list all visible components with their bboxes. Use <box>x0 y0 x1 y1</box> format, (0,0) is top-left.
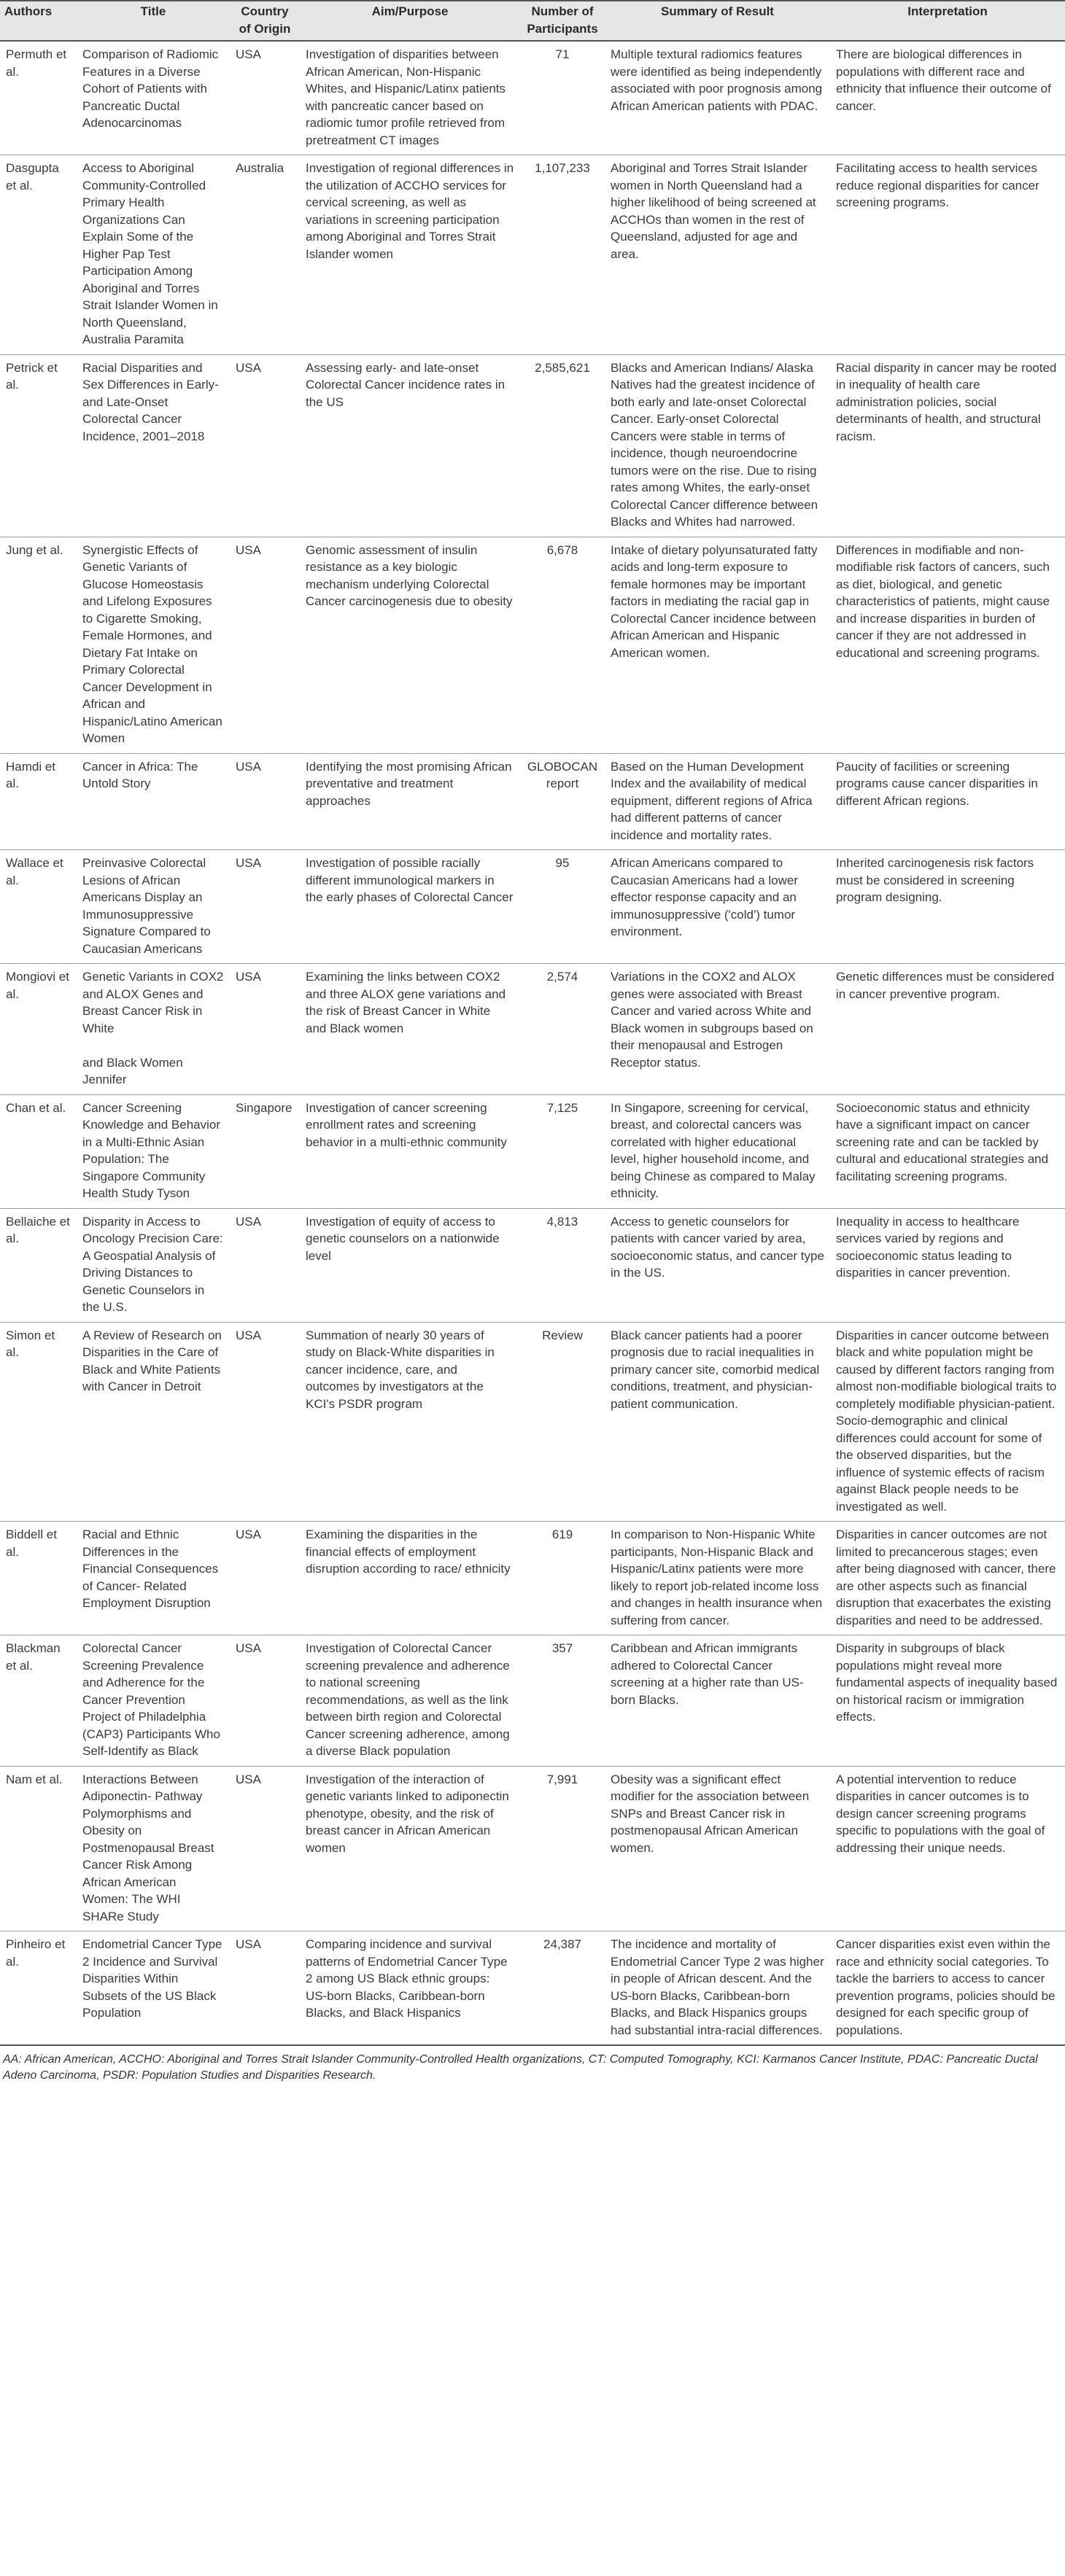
cell-interpretation: Inherited carcinogenesis risk factors must be considered in screening program designing. <box>830 850 1065 964</box>
cell-title: Preinvasive Colorectal Lesions of African Americans Display an Immunosuppressive Signature Compared to Caucasian Americans <box>77 850 230 964</box>
header-aim: Aim/Purpose <box>300 1 520 41</box>
cell-title: Racial and Ethnic Differences in the Financial Consequences of Cancer- Related Employment Disruption <box>77 1522 230 1635</box>
cell-title: Comparison of Radiomic Features in a Diverse Cohort of Patients with Pancreatic Ductal Adenocarcinomas <box>77 41 230 155</box>
cell-interpretation: Disparities in cancer outcome between black and white population might be caused by different factors ranging from almost non-modifiable biological traits to completely modifiable physician-patient. Socio-demographic and clinical differences could account for some of the observed disparities, but the influence of systemic effects of racism against Black people needs to be investigated as well. <box>830 1322 1065 1522</box>
cell-country: USA <box>230 1931 300 2046</box>
table-row <box>0 354 1065 537</box>
cell-participants: 7,125 <box>520 1094 605 1208</box>
cell-interpretation: Disparities in cancer outcomes are not limited to precancerous stages; even after being diagnosed with cancer, there are other aspects such as financial disruption that exacerbates the existing disparities and need to be addressed. <box>830 1522 1065 1635</box>
cell-authors: Blackman et al. <box>0 1635 77 1767</box>
cell-interpretation: Facilitating access to health services reduce regional disparities for cancer screening programs. <box>830 155 1065 355</box>
cell-interpretation: Socioeconomic status and ethnicity have a significant impact on cancer screening rate and can be tackled by cultural and educational strategies and facilitating screening programs. <box>830 1094 1065 1208</box>
cell-interpretation: Paucity of facilities or screening programs cause cancer disparities in different African regions. <box>830 753 1065 850</box>
cell-authors: Dasgupta et al. <box>0 155 77 355</box>
header-interpretation: Interpretation <box>830 1 1065 41</box>
cell-participants: 95 <box>520 850 605 964</box>
cell-country: USA <box>230 537 300 753</box>
cell-title: Access to Aboriginal Community-Controlled Primary Health Organizations Can Explain Some of the Higher Pap Test Participation Among Aboriginal and Torres Strait Islander Women in North Queensland, Australia Paramita <box>77 155 230 355</box>
table-row <box>0 41 1065 155</box>
table-row <box>0 1208 1065 1322</box>
header-country: Country of Origin <box>230 1 300 41</box>
table-row <box>0 1766 1065 1931</box>
header-participants: Number of Participants <box>520 1 605 41</box>
cell-title: Cancer in Africa: The Untold Story <box>77 753 230 850</box>
cell-participants: 1,107,233 <box>520 155 605 355</box>
cell-interpretation: Genetic differences must be considered in cancer preventive program. <box>830 964 1065 1095</box>
cell-country: USA <box>230 1208 300 1322</box>
cell-participants: 6,678 <box>520 537 605 753</box>
cell-aim: Assessing early- and late-onset Colorectal Cancer incidence rates in the US <box>300 354 520 537</box>
table-row <box>0 537 1065 753</box>
cell-summary: Multiple textural radiomics features were identified as being independently associated with poor prognosis among African American patients with PDAC. <box>605 41 830 155</box>
table-row <box>0 1322 1065 1522</box>
table-row <box>0 850 1065 964</box>
table-row <box>0 753 1065 850</box>
cell-interpretation: A potential intervention to reduce disparities in cancer outcomes is to design cancer screening programs specific to populations with the goal of addressing their unique needs. <box>830 1766 1065 1931</box>
cell-aim: Investigation of the interaction of genetic variants linked to adiponectin phenotype, obesity, and the risk of breast cancer in African American women <box>300 1766 520 1931</box>
cell-authors: Bellaiche et al. <box>0 1208 77 1322</box>
cell-title: A Review of Research on Disparities in the Care of Black and White Patients with Cancer in Detroit <box>77 1322 230 1522</box>
cell-title: Interactions Between Adiponectin- Pathway Polymorphisms and Obesity on Postmenopausal Breast Cancer Risk Among African American Women: The WHI SHARe Study <box>77 1766 230 1931</box>
cell-participants: 357 <box>520 1635 605 1767</box>
cell-authors: Permuth et al. <box>0 41 77 155</box>
cell-country: Australia <box>230 155 300 355</box>
cell-country: USA <box>230 850 300 964</box>
cell-aim: Identifying the most promising African preventative and treatment approaches <box>300 753 520 850</box>
table-row <box>0 1931 1065 2046</box>
cell-interpretation: There are biological differences in populations with different race and ethnicity that influence their outcome of cancer. <box>830 41 1065 155</box>
cell-participants: 7,991 <box>520 1766 605 1931</box>
cell-title: Racial Disparities and Sex Differences in Early- and Late-Onset Colorectal Cancer Incidence, 2001–2018 <box>77 354 230 537</box>
cell-participants: 24,387 <box>520 1931 605 2046</box>
cell-aim: Investigation of disparities between African American, Non-Hispanic Whites, and Hispanic/Latinx patients with pancreatic cancer based on radiomic tumor profile retrieved from pretreatment CT images <box>300 41 520 155</box>
header-title: Title <box>77 1 230 41</box>
cell-interpretation: Racial disparity in cancer may be rooted in inequality of health care administration policies, social determinants of health, and structural racism. <box>830 354 1065 537</box>
cell-aim: Investigation of regional differences in the utilization of ACCHO services for cervical screening, as well as variations in screening participation among Aboriginal and Torres Strait Islander women <box>300 155 520 355</box>
cell-country: USA <box>230 753 300 850</box>
cell-aim: Genomic assessment of insulin resistance as a key biologic mechanism underlying Colorectal Cancer carcinogenesis due to obesity <box>300 537 520 753</box>
cell-participants: 2,574 <box>520 964 605 1095</box>
cell-interpretation: Disparity in subgroups of black populations might reveal more fundamental aspects of inequality based on historical racism or immigration effects. <box>830 1635 1065 1767</box>
cell-summary: In comparison to Non-Hispanic White participants, Non-Hispanic Black and Hispanic/Latinx patients were more likely to report job-related income loss and changes in health insurance when suffering from cancer. <box>605 1522 830 1635</box>
cell-authors: Chan et al. <box>0 1094 77 1208</box>
cell-summary: Based on the Human Development Index and the availability of medical equipment, different regions of Africa had different patterns of cancer incidence and mortality rates. <box>605 753 830 850</box>
cell-aim: Comparing incidence and survival patterns of Endometrial Cancer Type 2 among US Black ethnic groups: US-born Blacks, Caribbean-born Blacks, and Black Hispanics <box>300 1931 520 2046</box>
cell-title: Synergistic Effects of Genetic Variants of Glucose Homeostasis and Lifelong Exposures to Cigarette Smoking, Female Hormones, and Dietary Fat Intake on Primary Colorectal Cancer Development in African and Hispanic/Latino American Women <box>77 537 230 753</box>
cell-title: Cancer Screening Knowledge and Behavior in a Multi-Ethnic Asian Population: The Singapore Community Health Study Tyson <box>77 1094 230 1208</box>
cell-aim: Investigation of possible racially different immunological markers in the early phases of Colorectal Cancer <box>300 850 520 964</box>
cell-authors: Wallace et al. <box>0 850 77 964</box>
cell-aim: Examining the links between COX2 and three ALOX gene variations and the risk of Breast Cancer in White and Black women <box>300 964 520 1095</box>
cell-participants: Review <box>520 1322 605 1522</box>
cell-participants: 4,813 <box>520 1208 605 1322</box>
cell-authors: Pinheiro et al. <box>0 1931 77 2046</box>
cell-country: USA <box>230 1635 300 1767</box>
cell-summary: Variations in the COX2 and ALOX genes were associated with Breast Cancer and varied across White and Black women in subgroups based on their menopausal and Estrogen Receptor status. <box>605 964 830 1095</box>
table-header <box>0 1 1065 41</box>
cell-country: USA <box>230 1766 300 1931</box>
cell-summary: African Americans compared to Caucasian Americans had a lower effector response capacity and an immunosuppressive ('cold') tumor environment. <box>605 850 830 964</box>
cell-country: USA <box>230 354 300 537</box>
cell-participants: 2,585,621 <box>520 354 605 537</box>
table-row <box>0 1635 1065 1767</box>
cell-title: Colorectal Cancer Screening Prevalence and Adherence for the Cancer Prevention Project of Philadelphia (CAP3) Participants Who Self-Identify as Black <box>77 1635 230 1767</box>
cell-summary: In Singapore, screening for cervical, breast, and colorectal cancers was correlated with higher educational level, higher household income, and being Chinese as compared to Malay ethnicity. <box>605 1094 830 1208</box>
cell-title: Endometrial Cancer Type 2 Incidence and Survival Disparities Within Subsets of the US Black Population <box>77 1931 230 2046</box>
table-row <box>0 964 1065 1095</box>
table-body <box>0 41 1065 2045</box>
cell-title: Disparity in Access to Oncology Precision Care: A Geospatial Analysis of Driving Distances to Genetic Counselors in the U.S. <box>77 1208 230 1322</box>
cell-participants: 619 <box>520 1522 605 1635</box>
cell-country: USA <box>230 1522 300 1635</box>
cell-country: USA <box>230 1322 300 1522</box>
table-row <box>0 155 1065 355</box>
cell-summary: Intake of dietary polyunsaturated fatty acids and long-term exposure to female hormones may be important factors in mediating the racial gap in Colorectal Cancer incidence between African American and Hispanic American women. <box>605 537 830 753</box>
cell-authors: Jung et al. <box>0 537 77 753</box>
header-authors: Authors <box>0 1 77 41</box>
cell-participants: GLOBOCAN report <box>520 753 605 850</box>
table-footnote: AA: African American, ACCHO: Aboriginal and Torres Strait Islander Community-Controlled Health organizations, CT: Computed Tomography, KCI: Karmanos Cancer Institute, PDAC: Pancreatic Ductal Adeno Carcinoma, PSDR: Population Studies and Disparities Research. <box>3 2053 1038 2082</box>
cell-authors: Petrick et al. <box>0 354 77 537</box>
cell-summary: Black cancer patients had a poorer prognosis due to racial inequalities in primary cancer site, comorbid medical conditions, treatment, and physician-patient communication. <box>605 1322 830 1522</box>
cell-authors: Mongiovi et al. <box>0 964 77 1095</box>
cell-interpretation: Differences in modifiable and non-modifiable risk factors of cancers, such as diet, biological, and genetic characteristics of patients, might cause and increase disparities in burden of cancer if they are not addressed in educational and screening programs. <box>830 537 1065 753</box>
cell-country: USA <box>230 41 300 155</box>
cell-interpretation: Cancer disparities exist even within the race and ethnicity social categories. To tackle the barriers to access to cancer prevention programs, policies should be designed for each specific group of populations. <box>830 1931 1065 2046</box>
cell-country: USA <box>230 964 300 1095</box>
cell-summary: Blacks and American Indians/ Alaska Natives had the greatest incidence of both early and late-onset Colorectal Cancer. Early-onset Colorectal Cancers were stable in terms of incidence, though neuroendocrine tumors were on the rise. Due to rising rates among Whites, the early-onset Colorectal Cancer difference between Blacks and Whites had narrowed. <box>605 354 830 537</box>
cell-aim: Investigation of equity of access to genetic counselors on a nationwide level <box>300 1208 520 1322</box>
cell-aim: Investigation of Colorectal Cancer screening prevalence and adherence to national screening recommendations, as well as the link between birth region and Colorectal Cancer screening adherence, among a diverse Black population <box>300 1635 520 1767</box>
cell-authors: Hamdi et al. <box>0 753 77 850</box>
cell-summary: Aboriginal and Torres Strait Islander women in North Queensland had a higher likelihood of being screened at ACCHOs than women in the rest of Queensland, adjusted for age and area. <box>605 155 830 355</box>
cell-authors: Simon et al. <box>0 1322 77 1522</box>
cell-authors: Nam et al. <box>0 1766 77 1931</box>
cell-aim: Summation of nearly 30 years of study on Black-White disparities in cancer incidence, care, and outcomes by investigators at the KCI's PSDR program <box>300 1322 520 1522</box>
cell-aim: Examining the disparities in the financial effects of employment disruption according to race/ ethnicity <box>300 1522 520 1635</box>
cell-summary: The incidence and mortality of Endometrial Cancer Type 2 was higher in people of African descent. And the US-born Blacks, Caribbean-born Blacks, and Black Hispanics groups had substantial intra-racial differences. <box>605 1931 830 2046</box>
cell-summary: Obesity was a significant effect modifier for the association between SNPs and Breast Cancer risk in postmenopausal African American women. <box>605 1766 830 1931</box>
cell-summary: Caribbean and African immigrants adhered to Colorectal Cancer screening at a higher rate than US-born Blacks. <box>605 1635 830 1767</box>
cell-authors: Biddell et al. <box>0 1522 77 1635</box>
cell-title: Genetic Variants in COX2 and ALOX Genes and Breast Cancer Risk in White and Black Women Jennifer <box>77 964 230 1095</box>
cell-aim: Investigation of cancer screening enrollment rates and screening behavior in a multi-ethnic community <box>300 1094 520 1208</box>
cell-interpretation: Inequality in access to healthcare services varied by regions and socioeconomic status leading to disparities in cancer prevention. <box>830 1208 1065 1322</box>
header-summary: Summary of Result <box>605 1 830 41</box>
header-row <box>0 1 1065 41</box>
table-row <box>0 1094 1065 1208</box>
table-row <box>0 1522 1065 1635</box>
cell-participants: 71 <box>520 41 605 155</box>
cell-summary: Access to genetic counselors for patients with cancer varied by area, socioeconomic status, and cancer type in the US. <box>605 1208 830 1322</box>
cell-country: Singapore <box>230 1094 300 1208</box>
